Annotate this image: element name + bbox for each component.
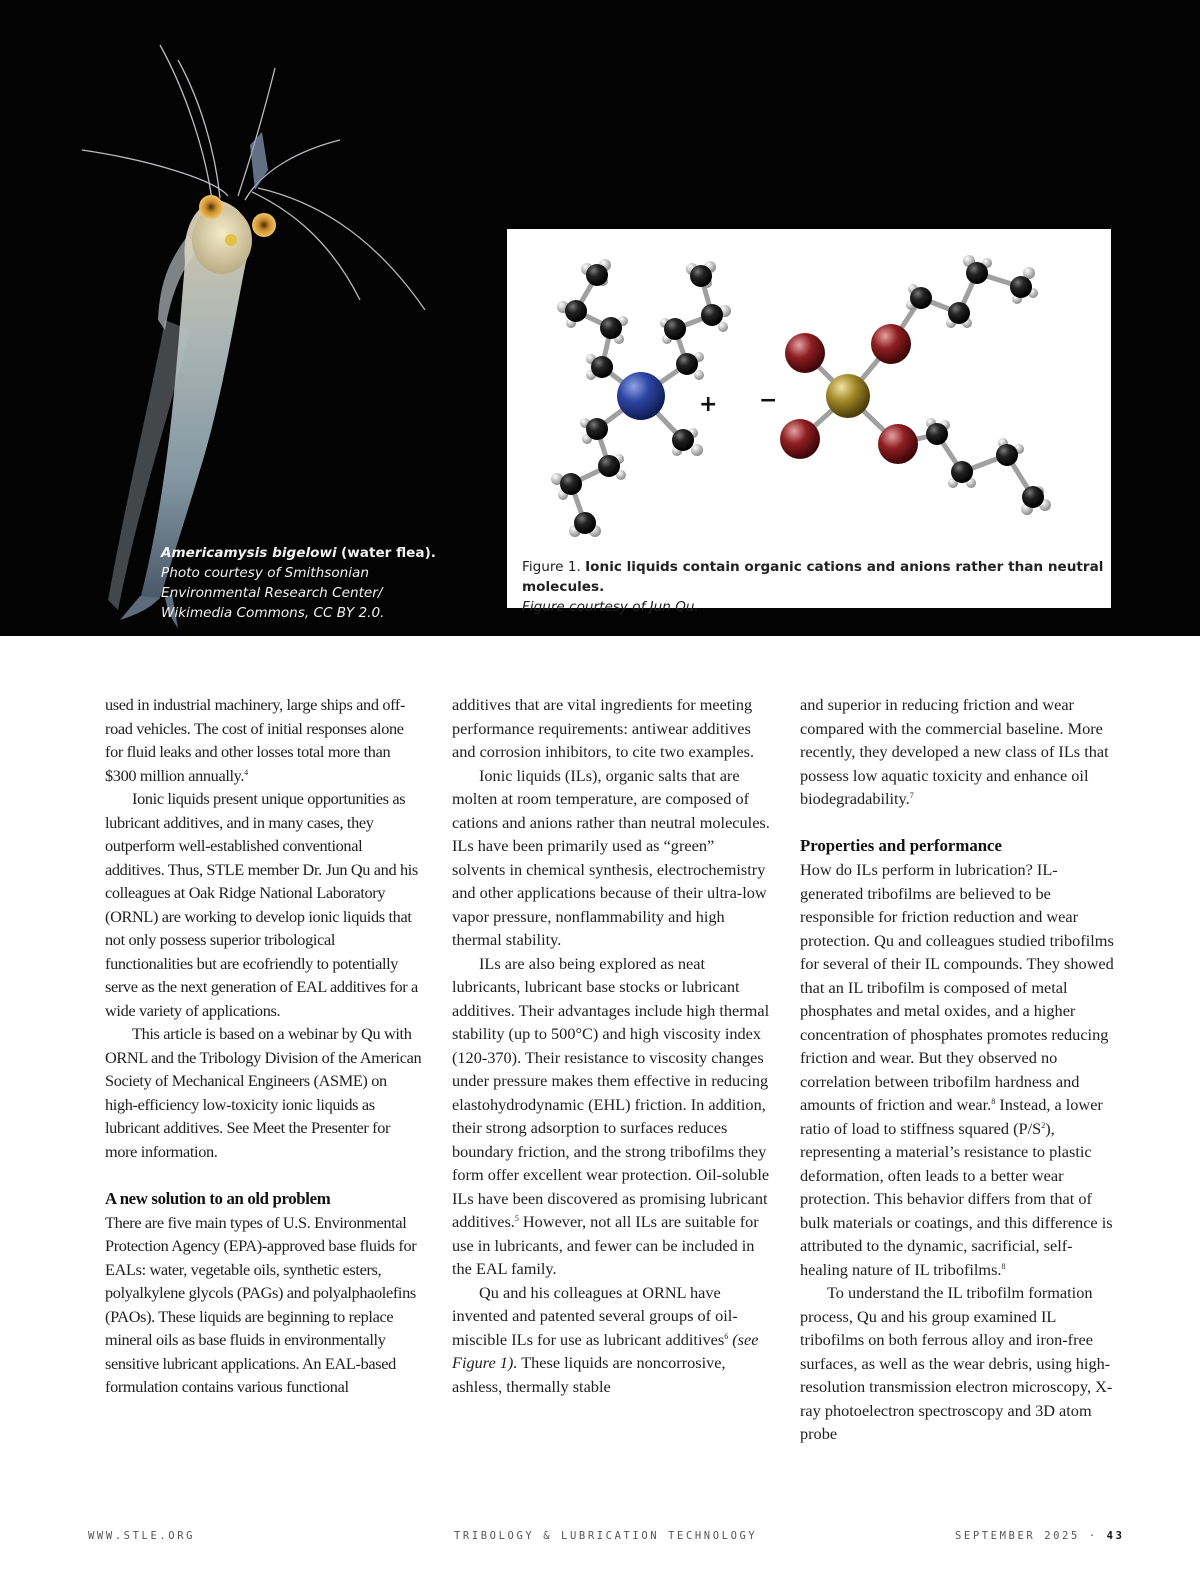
paragraph [452, 952, 770, 1281]
spacer [800, 811, 1114, 835]
paragraph-text: Instead, a lower ratio of load to stiffness squared (P/S [800, 1095, 1103, 1138]
footer-issue [955, 1530, 1125, 1542]
paragraph: additives that are vital ingredients for meeting performance requirements: antiwear additives and corrosion inhibitors, to cite two examples. [452, 695, 755, 761]
figure-credit: Figure courtesy of Jun Qu. [522, 599, 699, 615]
hero-image-band [0, 0, 1200, 636]
photo-credit-line: Photo courtesy of Smithsonian [161, 565, 369, 581]
column-3 [800, 693, 1114, 1446]
photo-caption [161, 543, 461, 623]
spacer [105, 1163, 423, 1187]
water-flea-photo [0, 0, 470, 636]
column-1 [105, 693, 423, 1399]
reference-8: 8 [1001, 1261, 1006, 1271]
paragraph: Ionic liquids present unique opportunities as lubricant additives, and in many cases, they outperform well-established conventional additives. Thus, STLE member Dr. Jun Qu and his colleagues at Oak Ridge National Laboratory (ORNL) are working to develop ionic liquids that not only possess superior tribological functionalities but are ecofriendly to potentially serve as the next generation of EAL additives for a wide variety of applications. [105, 789, 418, 1020]
paragraph: To understand the IL tribofilm formation process, Qu and his group examined IL tribofilms on both ferrous alloy and iron-free surfaces, as well as the wear debris, using high-resolution transmission electron microscopy, X-ray photoelectron spectroscopy and 3D atom probe [800, 1283, 1113, 1443]
photo-credit-line: Environmental Research Center/ [161, 585, 383, 601]
paragraph [800, 693, 1114, 811]
section-heading: A new solution to an old problem [105, 1188, 331, 1208]
paragraph [105, 693, 423, 787]
figure-reference: (see Figure 1). [452, 1329, 759, 1372]
anion-minus-sign: − [759, 388, 778, 413]
figure-caption [522, 557, 1107, 617]
ionic-liquid-molecule-diagram [507, 229, 1111, 549]
reference-5: 5 [514, 1214, 519, 1223]
paragraph-text: ), representing a material’s resistance to plastic deformation, often leads to a better wear protection. This behavior differs from that of bulk materials or coatings, and this difference is attributed to the dynamic, sacrificial, self-healing nature of IL tribofilms. [800, 1118, 1113, 1279]
paragraph-text: and superior in reducing friction and wear compared with the commercial baseline. More recently, they developed a new class of ILs that possess low aquatic toxicity and enhance oil biodegradability. [800, 695, 1109, 808]
paragraph-text: However, not all ILs are suitable for use in lubricants, and fewer can be included in the EAL family. [452, 1212, 759, 1278]
reference-8: 8 [991, 1097, 996, 1106]
figure-1 [507, 229, 1111, 615]
paragraph: This article is based on a webinar by Qu with ORNL and the Tribology Division of the American Society of Mechanical Engineers (ASME) on high-efficiency low-toxicity ionic liquids as lubricant additives. See Meet the Presenter for more information. [105, 1024, 422, 1161]
cation-plus-sign: + [699, 392, 718, 417]
figure-title: Ionic liquids contain organic cations and anions rather than neutral molecules. [522, 559, 1104, 595]
photo-credit-line: Wikimedia Commons, CC BY 2.0. [161, 605, 385, 621]
footer-website: WWW.STLE.ORG [88, 1530, 196, 1542]
reference-6: 6 [724, 1331, 729, 1341]
species-name: Americamysis bigelowi [161, 545, 337, 561]
paragraph [452, 1281, 770, 1399]
paragraph-text: These liquids are noncorrosive, ashless, thermally stable [452, 1353, 726, 1396]
paragraph: There are five main types of U.S. Environmental Protection Agency (EPA)-approved base fluids for EALs: water, vegetable oils, synthetic esters, polyalkylene glycols (PAGs) and polyalphaolefins (PAOs). These liquids are beginning to replace mineral oils as base fluids in environmentally sensitive lubricant applications. An EAL-based formulation contains various functional [105, 1212, 417, 1396]
reference-4: 4 [244, 767, 248, 777]
paragraph: Ionic liquids (ILs), organic salts that are molten at room temperature, are composed of cations and anions rather than neutral molecules. ILs have been primarily used as “green” solvents in chemical synthesis, electrochemistry and other applications because of their ultra-low vapor pressure, nonflammability and high thermal stability. [452, 765, 770, 949]
paragraph-text: How do ILs perform in lubrication? IL-generated tribofilms are believed to be responsible for friction reduction and wear protection. Qu and colleagues studied tribofilms for several of their IL compounds. They showed that an IL tribofilm is composed of metal phosphates and metal oxides, and a higher concentration of phosphates promotes reducing friction and wear. But they observed no correlation between tribofilm hardness and amounts of friction and wear. [800, 860, 1114, 1114]
paragraph-text: ILs are also being explored as neat lubricants, lubricant base stocks or lubricant additives. Their advantages include high thermal stability (up to 500°C) and high viscosity index (120-370). Their resistance to viscosity changes under pressure makes them effective in reducing elastohydrodynamic (EHL) friction. In addition, their strong adsorption to surfaces reduces boundary friction, and the strong tribofilms they form offer excellent wear protection. Oil-soluble ILs have been discovered as promising lubricant additives. [452, 953, 770, 1231]
footer-date: SEPTEMBER 2025 · [955, 1530, 1098, 1542]
common-name: (water flea). [341, 545, 436, 561]
footer-publication: TRIBOLOGY & LUBRICATION TECHNOLOGY [454, 1530, 758, 1542]
reference-7: 7 [909, 791, 914, 800]
figure-label: Figure 1. [522, 559, 586, 575]
page-number: 43 [1106, 1530, 1125, 1542]
paragraph-text: used in industrial machinery, large ships and off-road vehicles. The cost of initial responses alone for fluid leaks and other losses total more than $300 million annually. [105, 695, 406, 785]
paragraph [800, 858, 1114, 1281]
column-2 [452, 693, 770, 1398]
superscript-2: 2 [1041, 1120, 1046, 1130]
section-heading: Properties and performance [800, 836, 1002, 855]
paragraph-text: Qu and his colleagues at ORNL have invented and patented several groups of oil-miscible ILs for use as lubricant additives [452, 1282, 738, 1349]
